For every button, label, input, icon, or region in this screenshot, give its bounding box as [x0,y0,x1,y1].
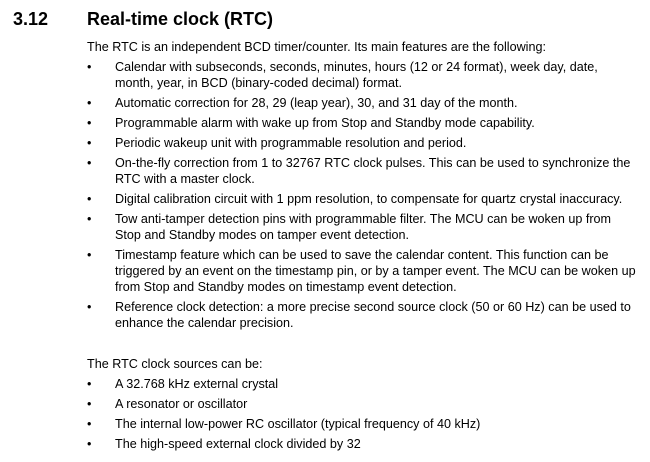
list-item [87,191,637,207]
section-title: Real-time clock (RTC) [87,9,274,29]
bullet-icon: • [87,377,92,391]
bullet-icon: • [87,437,92,451]
bullet-icon: • [87,248,92,262]
list-item [87,59,637,91]
sources-list [87,376,637,456]
list-item [87,247,637,295]
intro-paragraph: The RTC is an independent BCD timer/counter. Its main features are the following: [87,40,546,54]
bullet-icon: • [87,116,92,130]
section-number: 3.12 [13,9,49,29]
sources-intro-paragraph: The RTC clock sources can be: [87,357,263,371]
list-item [87,299,637,331]
list-item [87,436,637,452]
list-item-text: Tow anti-tamper detection pins with programmable filter. The MCU can be woken up from Stop and Standby modes on tamper event detection. [115,212,612,242]
bullet-icon: • [87,212,92,226]
list-item [87,95,637,111]
bullet-icon: • [87,96,92,110]
features-list [87,59,637,335]
list-item-text: The internal low-power RC oscillator (typical frequency of 40 kHz) [115,417,481,431]
list-item [87,211,637,243]
bullet-icon: • [87,136,92,150]
list-item-text: On-the-fly correction from 1 to 32767 RTC clock pulses. This can be used to synchronize the RTC with a master clock. [115,156,631,186]
list-item [87,416,637,432]
bullet-icon: • [87,156,92,170]
list-item-text: Reference clock detection: a more precise second source clock (50 or 60 Hz) can be used to enhance the calendar precision. [115,300,631,330]
bullet-icon: • [87,417,92,431]
list-item [87,396,637,412]
list-item [87,115,637,131]
list-item [87,155,637,187]
list-item-text: Calendar with subseconds, seconds, minutes, hours (12 or 24 format), week day, date, month, year, in BCD (binary-coded decimal) format. [115,60,598,90]
list-item-text: Automatic correction for 28, 29 (leap year), 30, and 31 day of the month. [115,96,518,110]
list-item-text: Periodic wakeup unit with programmable resolution and period. [115,136,467,150]
bullet-icon: • [87,192,92,206]
bullet-icon: • [87,60,92,74]
list-item [87,135,637,151]
list-item-text: A resonator or oscillator [115,397,248,411]
bullet-icon: • [87,300,92,314]
list-item-text: Programmable alarm with wake up from Stop and Standby mode capability. [115,116,535,130]
list-item-text: Digital calibration circuit with 1 ppm resolution, to compensate for quartz crystal inaccuracy. [115,192,623,206]
list-item-text: A 32.768 kHz external crystal [115,377,279,391]
list-item-text: Timestamp feature which can be used to save the calendar content. This function can be triggered by an event on the timestamp pin, or by a tamper event. The MCU can be woken up from Stop and Standby modes on timestamp event detection. [115,248,636,294]
bullet-icon: • [87,397,92,411]
list-item [87,376,637,392]
list-item-text: The high-speed external clock divided by 32 [115,437,361,451]
